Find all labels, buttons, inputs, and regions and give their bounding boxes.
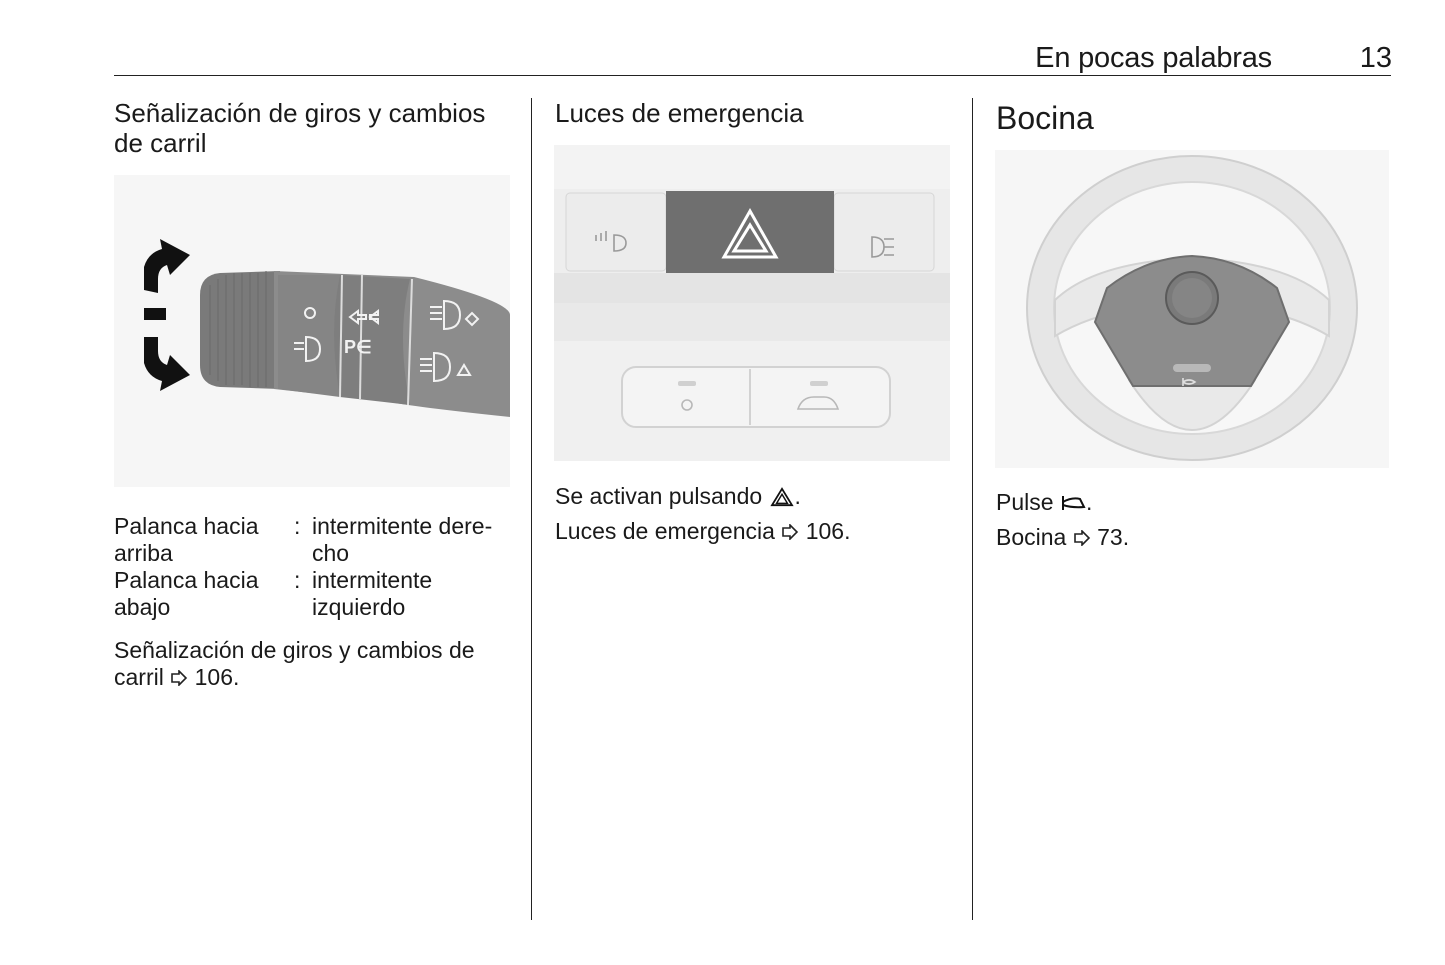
header-rule: [114, 75, 1391, 76]
horn-instruction-end: .: [1085, 489, 1093, 515]
column-divider-1: [531, 98, 532, 920]
lever-table-sep: :: [294, 567, 301, 593]
horn-reference-text: Bocina: [996, 524, 1067, 550]
column-horn: [996, 100, 1396, 136]
turn-signal-reference: [114, 637, 514, 691]
hazard-warning-triangle-icon: [769, 487, 795, 507]
lever-table-value: intermitente izquierdo: [312, 567, 433, 620]
hazard-instruction-end: .: [794, 483, 801, 509]
section-heading-turn-signals: Señalización de giros y cambios de carril: [114, 98, 486, 158]
cross-reference-arrow-icon: [781, 524, 799, 540]
lever-table-key: Palanca hacia abajo: [114, 567, 259, 620]
page-number: 13: [1359, 42, 1392, 74]
hazard-instruction: Se activan pulsando: [555, 483, 763, 509]
horn-reference-page[interactable]: 73.: [1097, 524, 1130, 550]
svg-text:P∈: P∈: [344, 337, 372, 357]
reference-text: Señalización de giros y cambios de carril: [114, 637, 475, 690]
column-hazard-lights: [555, 98, 955, 128]
reference-page[interactable]: 106.: [194, 664, 240, 690]
steering-wheel-figure: [995, 150, 1389, 468]
hazard-line-2: [555, 518, 965, 545]
horn-instruction: Pulse: [996, 489, 1054, 515]
column-divider-2: [972, 98, 973, 920]
section-heading-horn: Bocina: [996, 100, 1094, 136]
turn-signal-lever-figure: [114, 175, 510, 487]
hazard-line-1: [555, 483, 965, 510]
hazard-switch-figure: [554, 145, 950, 461]
section-heading-hazard-lights: Luces de emergencia: [555, 98, 804, 128]
horn-icon: [1060, 493, 1086, 513]
horn-line-1: [996, 489, 1396, 516]
hazard-reference-page[interactable]: 106.: [805, 518, 851, 544]
lever-table: [114, 513, 514, 623]
hazard-reference-text: Luces de emergencia: [555, 518, 775, 544]
up-down-arrow-icon: [144, 239, 190, 391]
lever-table-key: Palanca hacia arriba: [114, 513, 259, 566]
column-turn-signals: [114, 98, 514, 158]
lever-table-sep: :: [294, 513, 301, 539]
lever-table-value: intermitente dere-cho: [312, 513, 493, 566]
horn-line-2: [996, 524, 1396, 551]
cross-reference-arrow-icon: [170, 670, 188, 686]
cross-reference-arrow-icon: [1073, 530, 1091, 546]
running-header-title: En pocas palabras: [1035, 42, 1272, 74]
